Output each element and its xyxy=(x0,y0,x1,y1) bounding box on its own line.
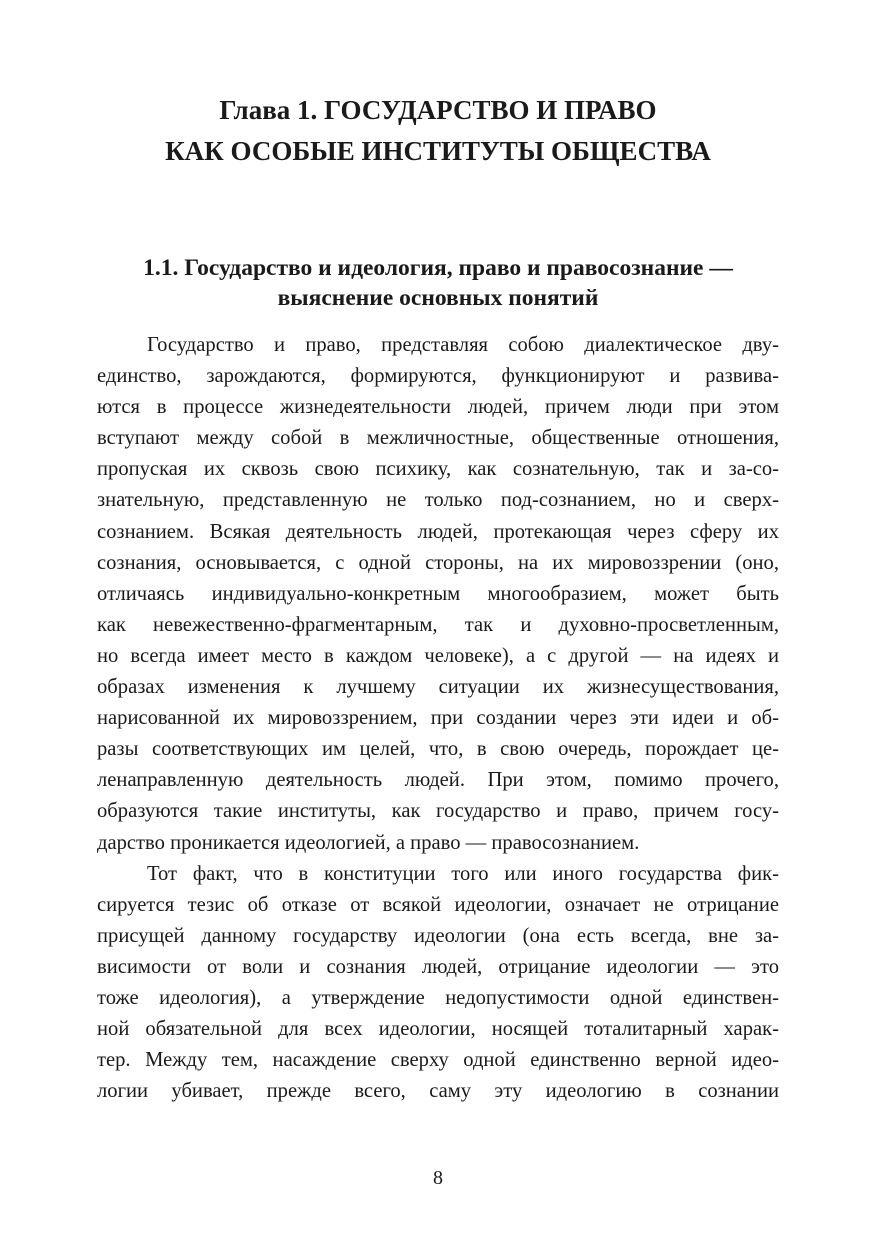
text-line: сознания, основывается, с одной стороны, на их мировоззрении (оно, xyxy=(97,551,779,574)
text-line: сознанием. Всякая деятельность людей, протекающая через сферу их xyxy=(97,520,779,543)
body-text xyxy=(97,330,779,1107)
text-line: ленаправленную деятельность людей. При этом, помимо прочего, xyxy=(97,769,779,792)
chapter-title-line-2: КАК ОСОБЫЕ ИНСТИТУТЫ ОБЩЕСТВА xyxy=(165,136,711,166)
text-line: образах изменения к лучшему ситуации их жизнесуществования, xyxy=(97,676,779,699)
text-line: тер. Между тем, насаждение сверху одной единственно верной идео- xyxy=(97,1049,779,1072)
text-line: но всегда имеет место в каждом человеке), а с другой — на идеях и xyxy=(97,644,779,667)
text-line: логии убивает, прежде всего, саму эту идеологию в сознании xyxy=(97,1080,779,1103)
text-line: висимости от воли и сознания людей, отрицание идеологии — это xyxy=(97,955,779,978)
text-line: нарисованной их мировоззрением, при создании через эти идеи и об- xyxy=(97,707,779,730)
section-title-line-1: 1.1. Государство и идеология, право и правосознание — xyxy=(143,255,733,281)
text-line: присущей данному государству идеологии (она есть всегда, вне за- xyxy=(97,924,779,947)
text-line: тоже идеология), а утверждение недопустимости одной единствен- xyxy=(97,986,779,1009)
page-number: 8 xyxy=(433,1167,443,1189)
text-line: Тот факт, что в конституции того или иного государства фик- xyxy=(147,862,779,885)
text-line: ются в процессе жизнедеятельности людей, причем люди при этом xyxy=(97,396,779,419)
chapter-title-line-1: Глава 1. ГОСУДАРСТВО И ПРАВО xyxy=(219,95,657,125)
text-line: единство, зарождаются, формируются, функционируют и развива- xyxy=(97,365,779,388)
text-line: разы соответствующих им целей, что, в свою очередь, порождает це- xyxy=(97,738,779,761)
text-line: Государство и право, представляя собою диалектическое дву- xyxy=(147,334,779,356)
text-line: дарство проникается идеологией, а право — правосознанием. xyxy=(97,831,640,854)
text-line: сируется тезис об отказе от всякой идеологии, означает не отрицание xyxy=(97,893,779,916)
text-line: образуются такие институты, как государство и право, причем госу- xyxy=(97,800,779,823)
section-title-line-2: выяснение основных понятий xyxy=(277,285,599,311)
text-line: как невежественно-фрагментарным, так и духовно-просветленным, xyxy=(97,613,779,636)
text-line: знательную, представленную не только под-сознанием, но и сверх- xyxy=(97,489,779,512)
text-line: пропуская их сквозь свою психику, как сознательную, так и за-со- xyxy=(97,458,779,481)
text-line: вступают между собой в межличностные, общественные отношения, xyxy=(97,427,779,450)
text-line: отличаясь индивидуально-конкретным многообразием, может быть xyxy=(97,582,779,605)
text-line: ной обязательной для всех идеологии, носящей тоталитарный харак- xyxy=(97,1018,779,1041)
